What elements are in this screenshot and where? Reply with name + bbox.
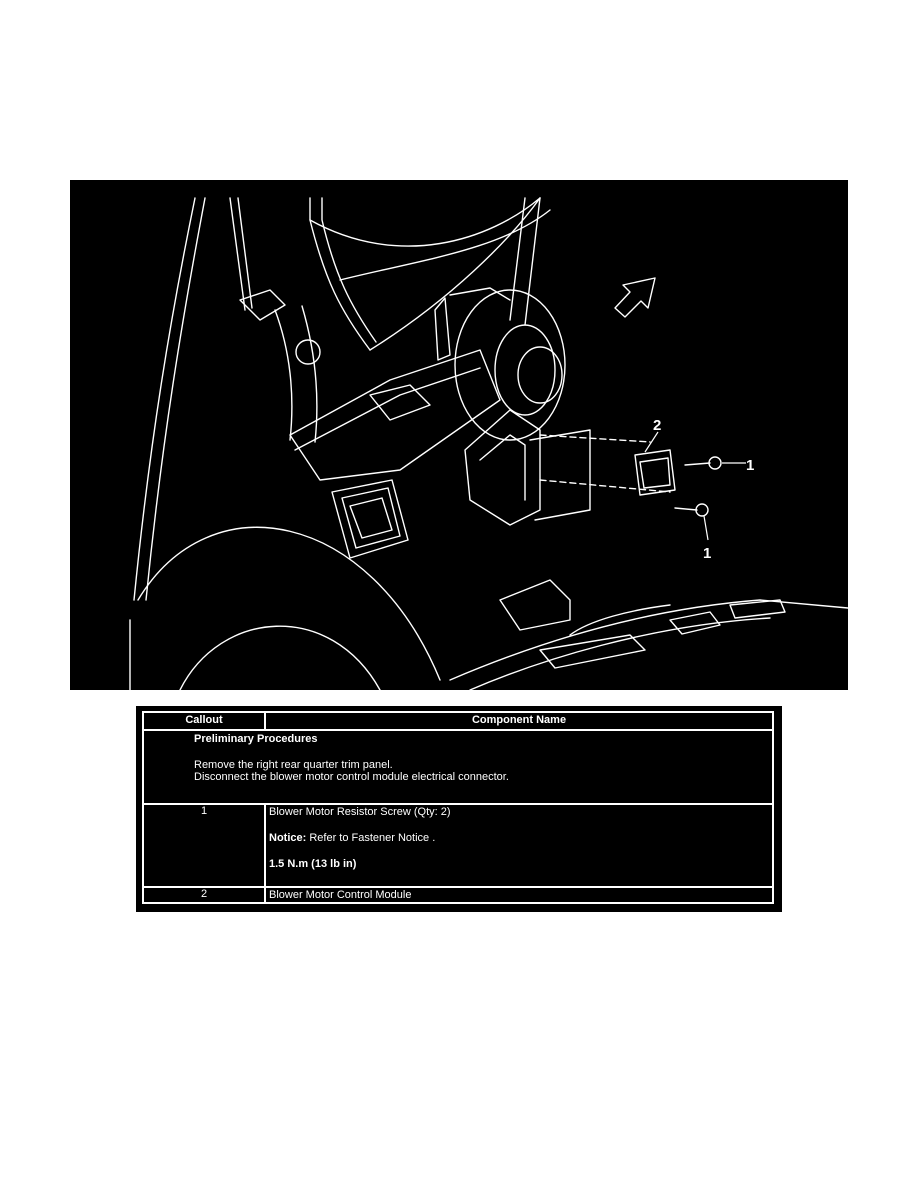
notice-text: Refer to Fastener Notice . xyxy=(306,832,436,844)
table-header-row xyxy=(143,712,773,730)
header-component-name: Component Name xyxy=(265,712,773,730)
preliminary-row xyxy=(143,730,773,804)
notice-label: Notice: xyxy=(269,832,307,844)
torque-spec: 1.5 N.m (13 lb in) xyxy=(269,858,357,870)
preliminary-procedures xyxy=(143,730,773,804)
component-table xyxy=(142,711,774,904)
preliminary-title: Preliminary Procedures xyxy=(194,733,318,745)
preliminary-step: Remove the right rear quarter trim panel. xyxy=(194,759,393,771)
component-name: Blower Motor Resistor Screw (Qty: 2) xyxy=(269,806,451,818)
notice-line xyxy=(269,832,768,844)
callout-label-screw-upper: 1 xyxy=(746,457,755,474)
callout-label-screw-lower: 1 xyxy=(703,545,712,562)
callout-label-module: 2 xyxy=(653,417,662,434)
component-name: Blower Motor Control Module xyxy=(265,887,773,903)
illustration-drawing xyxy=(70,180,848,690)
callout-number: 2 xyxy=(143,887,265,903)
preliminary-step: Disconnect the blower motor control module electrical connector. xyxy=(194,771,509,783)
callout-number: 1 xyxy=(143,804,265,887)
header-callout: Callout xyxy=(143,712,265,730)
component-table-container xyxy=(136,706,782,912)
component-illustration xyxy=(70,180,848,690)
table-row xyxy=(143,887,773,903)
component-description xyxy=(265,804,773,887)
table-row xyxy=(143,804,773,887)
